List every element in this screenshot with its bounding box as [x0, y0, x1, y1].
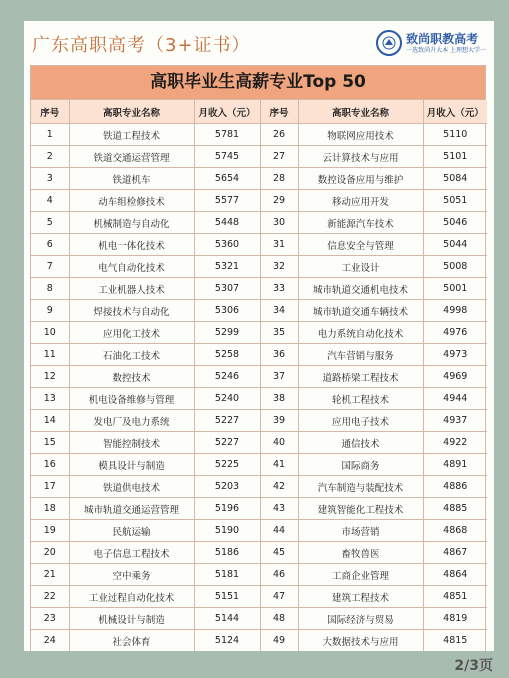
- table-cell: 41: [260, 454, 298, 476]
- table-cell: 电子信息工程技术: [69, 542, 194, 564]
- table-cell: 5051: [423, 190, 487, 212]
- table-row: [31, 608, 487, 630]
- table-row: [31, 586, 487, 608]
- table-cell: 5321: [194, 256, 260, 278]
- table-cell: 20: [31, 542, 69, 564]
- table-cell: 4864: [423, 564, 487, 586]
- table-cell: 5225: [194, 454, 260, 476]
- table-row: [31, 564, 487, 586]
- table-cell: 4944: [423, 388, 487, 410]
- table-cell: 4969: [423, 366, 487, 388]
- table-cell: 10: [31, 322, 69, 344]
- table-cell: 城市轨道交通机电技术: [298, 278, 423, 300]
- table-cell: 城市轨道交通运营管理: [69, 498, 194, 520]
- table-cell: 畜牧兽医: [298, 542, 423, 564]
- table-row: [31, 124, 487, 146]
- table-cell: 36: [260, 344, 298, 366]
- table-cell: 机电设备维修与管理: [69, 388, 194, 410]
- table-cell: 市场营销: [298, 520, 423, 542]
- table-cell: 14: [31, 410, 69, 432]
- column-header: 序号: [31, 100, 69, 124]
- column-header: 序号: [260, 100, 298, 124]
- table-cell: 42: [260, 476, 298, 498]
- table-cell: 电气自动化技术: [69, 256, 194, 278]
- table-cell: 5101: [423, 146, 487, 168]
- table-cell: 5227: [194, 410, 260, 432]
- table-cell: 28: [260, 168, 298, 190]
- table-header-row: [31, 100, 487, 124]
- brand-logo-icon: [376, 30, 402, 56]
- brand-slogan: 一选致尚升大本 上理想大学一: [406, 46, 486, 54]
- table-row: [31, 300, 487, 322]
- table-cell: 8: [31, 278, 69, 300]
- table-cell: 5448: [194, 212, 260, 234]
- table-cell: 5186: [194, 542, 260, 564]
- column-header: 高职专业名称: [69, 100, 194, 124]
- table-row: [31, 520, 487, 542]
- table-cell: 云计算技术与应用: [298, 146, 423, 168]
- page-title: 广东高职高考（3+证书）: [32, 35, 251, 56]
- table-cell: 移动应用开发: [298, 190, 423, 212]
- salary-table: [31, 100, 487, 651]
- table-cell: 5151: [194, 586, 260, 608]
- header: [24, 21, 494, 65]
- table-cell: 18: [31, 498, 69, 520]
- table-cell: 5745: [194, 146, 260, 168]
- table-row: [31, 630, 487, 652]
- table-cell: 26: [260, 124, 298, 146]
- table-cell: 44: [260, 520, 298, 542]
- table-cell: 47: [260, 586, 298, 608]
- table-cell: 铁道工程技术: [69, 124, 194, 146]
- table-row: [31, 476, 487, 498]
- table-cell: 工业设计: [298, 256, 423, 278]
- table-cell: 5781: [194, 124, 260, 146]
- table-cell: 7: [31, 256, 69, 278]
- table-cell: 45: [260, 542, 298, 564]
- table-cell: 43: [260, 498, 298, 520]
- table-cell: 国际商务: [298, 454, 423, 476]
- table-cell: 新能源汽车技术: [298, 212, 423, 234]
- table-body: [31, 124, 487, 652]
- table-cell: 汽车制造与装配技术: [298, 476, 423, 498]
- table-cell: 发电厂及电力系统: [69, 410, 194, 432]
- salary-table-sheet: [30, 65, 486, 651]
- table-row: [31, 410, 487, 432]
- table-row: [31, 278, 487, 300]
- table-cell: 5044: [423, 234, 487, 256]
- table-cell: 2: [31, 146, 69, 168]
- brand-text: [406, 32, 486, 55]
- table-cell: 5240: [194, 388, 260, 410]
- table-cell: 5046: [423, 212, 487, 234]
- table-cell: 机械制造与自动化: [69, 212, 194, 234]
- table-cell: 汽车营销与服务: [298, 344, 423, 366]
- table-cell: 机电一体化技术: [69, 234, 194, 256]
- table-cell: 5246: [194, 366, 260, 388]
- table-cell: 29: [260, 190, 298, 212]
- table-cell: 建筑智能化工程技术: [298, 498, 423, 520]
- table-cell: 铁道机车: [69, 168, 194, 190]
- table-cell: 机械设计与制造: [69, 608, 194, 630]
- brand-name: 致尚职教高考: [406, 31, 479, 46]
- table-cell: 4973: [423, 344, 487, 366]
- table-row: [31, 146, 487, 168]
- table-cell: 6: [31, 234, 69, 256]
- table-cell: 5258: [194, 344, 260, 366]
- column-header: 月收入（元）: [423, 100, 487, 124]
- table-cell: 5307: [194, 278, 260, 300]
- table-row: [31, 542, 487, 564]
- table-cell: 应用电子技术: [298, 410, 423, 432]
- table-cell: 5001: [423, 278, 487, 300]
- table-cell: 5008: [423, 256, 487, 278]
- table-cell: 27: [260, 146, 298, 168]
- table-cell: 5: [31, 212, 69, 234]
- table-cell: 34: [260, 300, 298, 322]
- table-cell: 5144: [194, 608, 260, 630]
- page-indicator: 2/3页: [454, 658, 493, 674]
- table-cell: 模具设计与制造: [69, 454, 194, 476]
- table-cell: 大数据技术与应用: [298, 630, 423, 652]
- table-cell: 信息安全与管理: [298, 234, 423, 256]
- table-cell: 32: [260, 256, 298, 278]
- table-cell: 社会体育: [69, 630, 194, 652]
- table-cell: 5124: [194, 630, 260, 652]
- table-cell: 建筑工程技术: [298, 586, 423, 608]
- table-cell: 22: [31, 586, 69, 608]
- table-row: [31, 366, 487, 388]
- table-cell: 工业过程自动化技术: [69, 586, 194, 608]
- table-cell: 动车组检修技术: [69, 190, 194, 212]
- table-row: [31, 234, 487, 256]
- table-cell: 智能控制技术: [69, 432, 194, 454]
- table-cell: 12: [31, 366, 69, 388]
- table-cell: 38: [260, 388, 298, 410]
- table-cell: 5203: [194, 476, 260, 498]
- table-cell: 5306: [194, 300, 260, 322]
- table-cell: 电力系统自动化技术: [298, 322, 423, 344]
- table-cell: 4937: [423, 410, 487, 432]
- table-cell: 5227: [194, 432, 260, 454]
- table-cell: 11: [31, 344, 69, 366]
- table-cell: 1: [31, 124, 69, 146]
- table-row: [31, 344, 487, 366]
- table-cell: 48: [260, 608, 298, 630]
- table-cell: 空中乘务: [69, 564, 194, 586]
- table-cell: 4867: [423, 542, 487, 564]
- table-cell: 4976: [423, 322, 487, 344]
- table-cell: 铁道交通运营管理: [69, 146, 194, 168]
- table-cell: 通信技术: [298, 432, 423, 454]
- table-cell: 3: [31, 168, 69, 190]
- table-cell: 国际经济与贸易: [298, 608, 423, 630]
- table-row: [31, 432, 487, 454]
- table-cell: 5084: [423, 168, 487, 190]
- table-row: [31, 256, 487, 278]
- table-cell: 40: [260, 432, 298, 454]
- content-card: [24, 21, 494, 651]
- table-cell: 24: [31, 630, 69, 652]
- table-cell: 5577: [194, 190, 260, 212]
- table-row: [31, 168, 487, 190]
- table-cell: 31: [260, 234, 298, 256]
- table-row: [31, 454, 487, 476]
- table-cell: 数控技术: [69, 366, 194, 388]
- table-cell: 5110: [423, 124, 487, 146]
- table-cell: 23: [31, 608, 69, 630]
- table-cell: 焊接技术与自动化: [69, 300, 194, 322]
- table-cell: 5181: [194, 564, 260, 586]
- table-cell: 15: [31, 432, 69, 454]
- table-cell: 33: [260, 278, 298, 300]
- column-header: 月收入（元）: [194, 100, 260, 124]
- table-cell: 19: [31, 520, 69, 542]
- table-cell: 4891: [423, 454, 487, 476]
- brand: [376, 28, 486, 58]
- table-cell: 46: [260, 564, 298, 586]
- table-cell: 4851: [423, 586, 487, 608]
- table-cell: 9: [31, 300, 69, 322]
- table-cell: 石油化工技术: [69, 344, 194, 366]
- table-cell: 5654: [194, 168, 260, 190]
- table-cell: 5196: [194, 498, 260, 520]
- table-cell: 轮机工程技术: [298, 388, 423, 410]
- table-cell: 4: [31, 190, 69, 212]
- table-cell: 35: [260, 322, 298, 344]
- table-cell: 5360: [194, 234, 260, 256]
- table-cell: 应用化工技术: [69, 322, 194, 344]
- table-cell: 道路桥梁工程技术: [298, 366, 423, 388]
- table-row: [31, 322, 487, 344]
- table-cell: 铁道供电技术: [69, 476, 194, 498]
- table-cell: 物联网应用技术: [298, 124, 423, 146]
- table-cell: 16: [31, 454, 69, 476]
- table-cell: 4998: [423, 300, 487, 322]
- table-row: [31, 388, 487, 410]
- table-cell: 37: [260, 366, 298, 388]
- table-cell: 4885: [423, 498, 487, 520]
- table-cell: 4922: [423, 432, 487, 454]
- table-cell: 21: [31, 564, 69, 586]
- table-cell: 13: [31, 388, 69, 410]
- table-cell: 城市轨道交通车辆技术: [298, 300, 423, 322]
- table-cell: 39: [260, 410, 298, 432]
- column-header: 高职专业名称: [298, 100, 423, 124]
- table-cell: 工商企业管理: [298, 564, 423, 586]
- table-cell: 工业机器人技术: [69, 278, 194, 300]
- table-cell: 4868: [423, 520, 487, 542]
- table-row: [31, 212, 487, 234]
- table-cell: 4886: [423, 476, 487, 498]
- table-cell: 数控设备应用与维护: [298, 168, 423, 190]
- table-title: 高职毕业生高薪专业Top 50: [31, 66, 485, 100]
- table-cell: 5299: [194, 322, 260, 344]
- table-cell: 4819: [423, 608, 487, 630]
- table-cell: 民航运输: [69, 520, 194, 542]
- table-cell: 5190: [194, 520, 260, 542]
- table-cell: 30: [260, 212, 298, 234]
- table-cell: 4815: [423, 630, 487, 652]
- table-cell: 17: [31, 476, 69, 498]
- table-row: [31, 498, 487, 520]
- table-cell: 49: [260, 630, 298, 652]
- table-row: [31, 190, 487, 212]
